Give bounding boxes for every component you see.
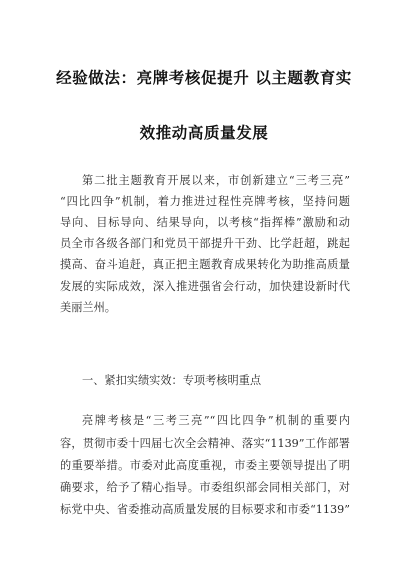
paragraph-2-line-3: 的重要举措。市委对此高度重视，市委主要领导提出了明 [60, 459, 350, 472]
paragraph-1-line-1: 第二批主题教育开展以来，市创新建立“三考三亮” [82, 174, 350, 187]
document-title-line-2: 效推动高质量发展 [139, 124, 269, 142]
document-title-line-1: 经验做法：亮牌考核促提升 以主题教育实 [56, 69, 352, 87]
paragraph-1-line-7: 美丽兰州。 [60, 301, 116, 314]
section-heading: 一、紧扣实绩实效：专项考核明重点 [82, 374, 262, 387]
paragraph-1-line-3: 导向、目标导向、结果导向，以考核“指挥棒”激励和动 [60, 216, 350, 229]
paragraph-1-line-2: “四比四争”机制，着力推进过程性亮牌考核，坚持问题 [60, 195, 350, 208]
paragraph-1-line-4: 员全市各级各部门和党员干部提升干劲、比学赶超，跳起 [60, 237, 350, 250]
paragraph-2-line-1: 亮牌考核是“三考三亮”“四比四争”机制的重要内 [82, 414, 350, 427]
paragraph-1-line-5: 摸高、奋斗追赶，真正把主题教育成果转化为助推高质量 [60, 258, 350, 271]
paragraph-1-line-6: 发展的实际成效，深入推进强省会行动，加快建设新时代 [60, 280, 350, 293]
paragraph-2-line-4: 确要求，给予了精心指导。市委组织部会同相关部门，对 [60, 481, 350, 494]
paragraph-2-line-5: 标党中央、省委推动高质量发展的目标要求和市委“1139” [60, 503, 350, 516]
paragraph-2-line-2: 容，贯彻市委十四届七次全会精神、落实“1139”工作部署 [60, 437, 350, 450]
